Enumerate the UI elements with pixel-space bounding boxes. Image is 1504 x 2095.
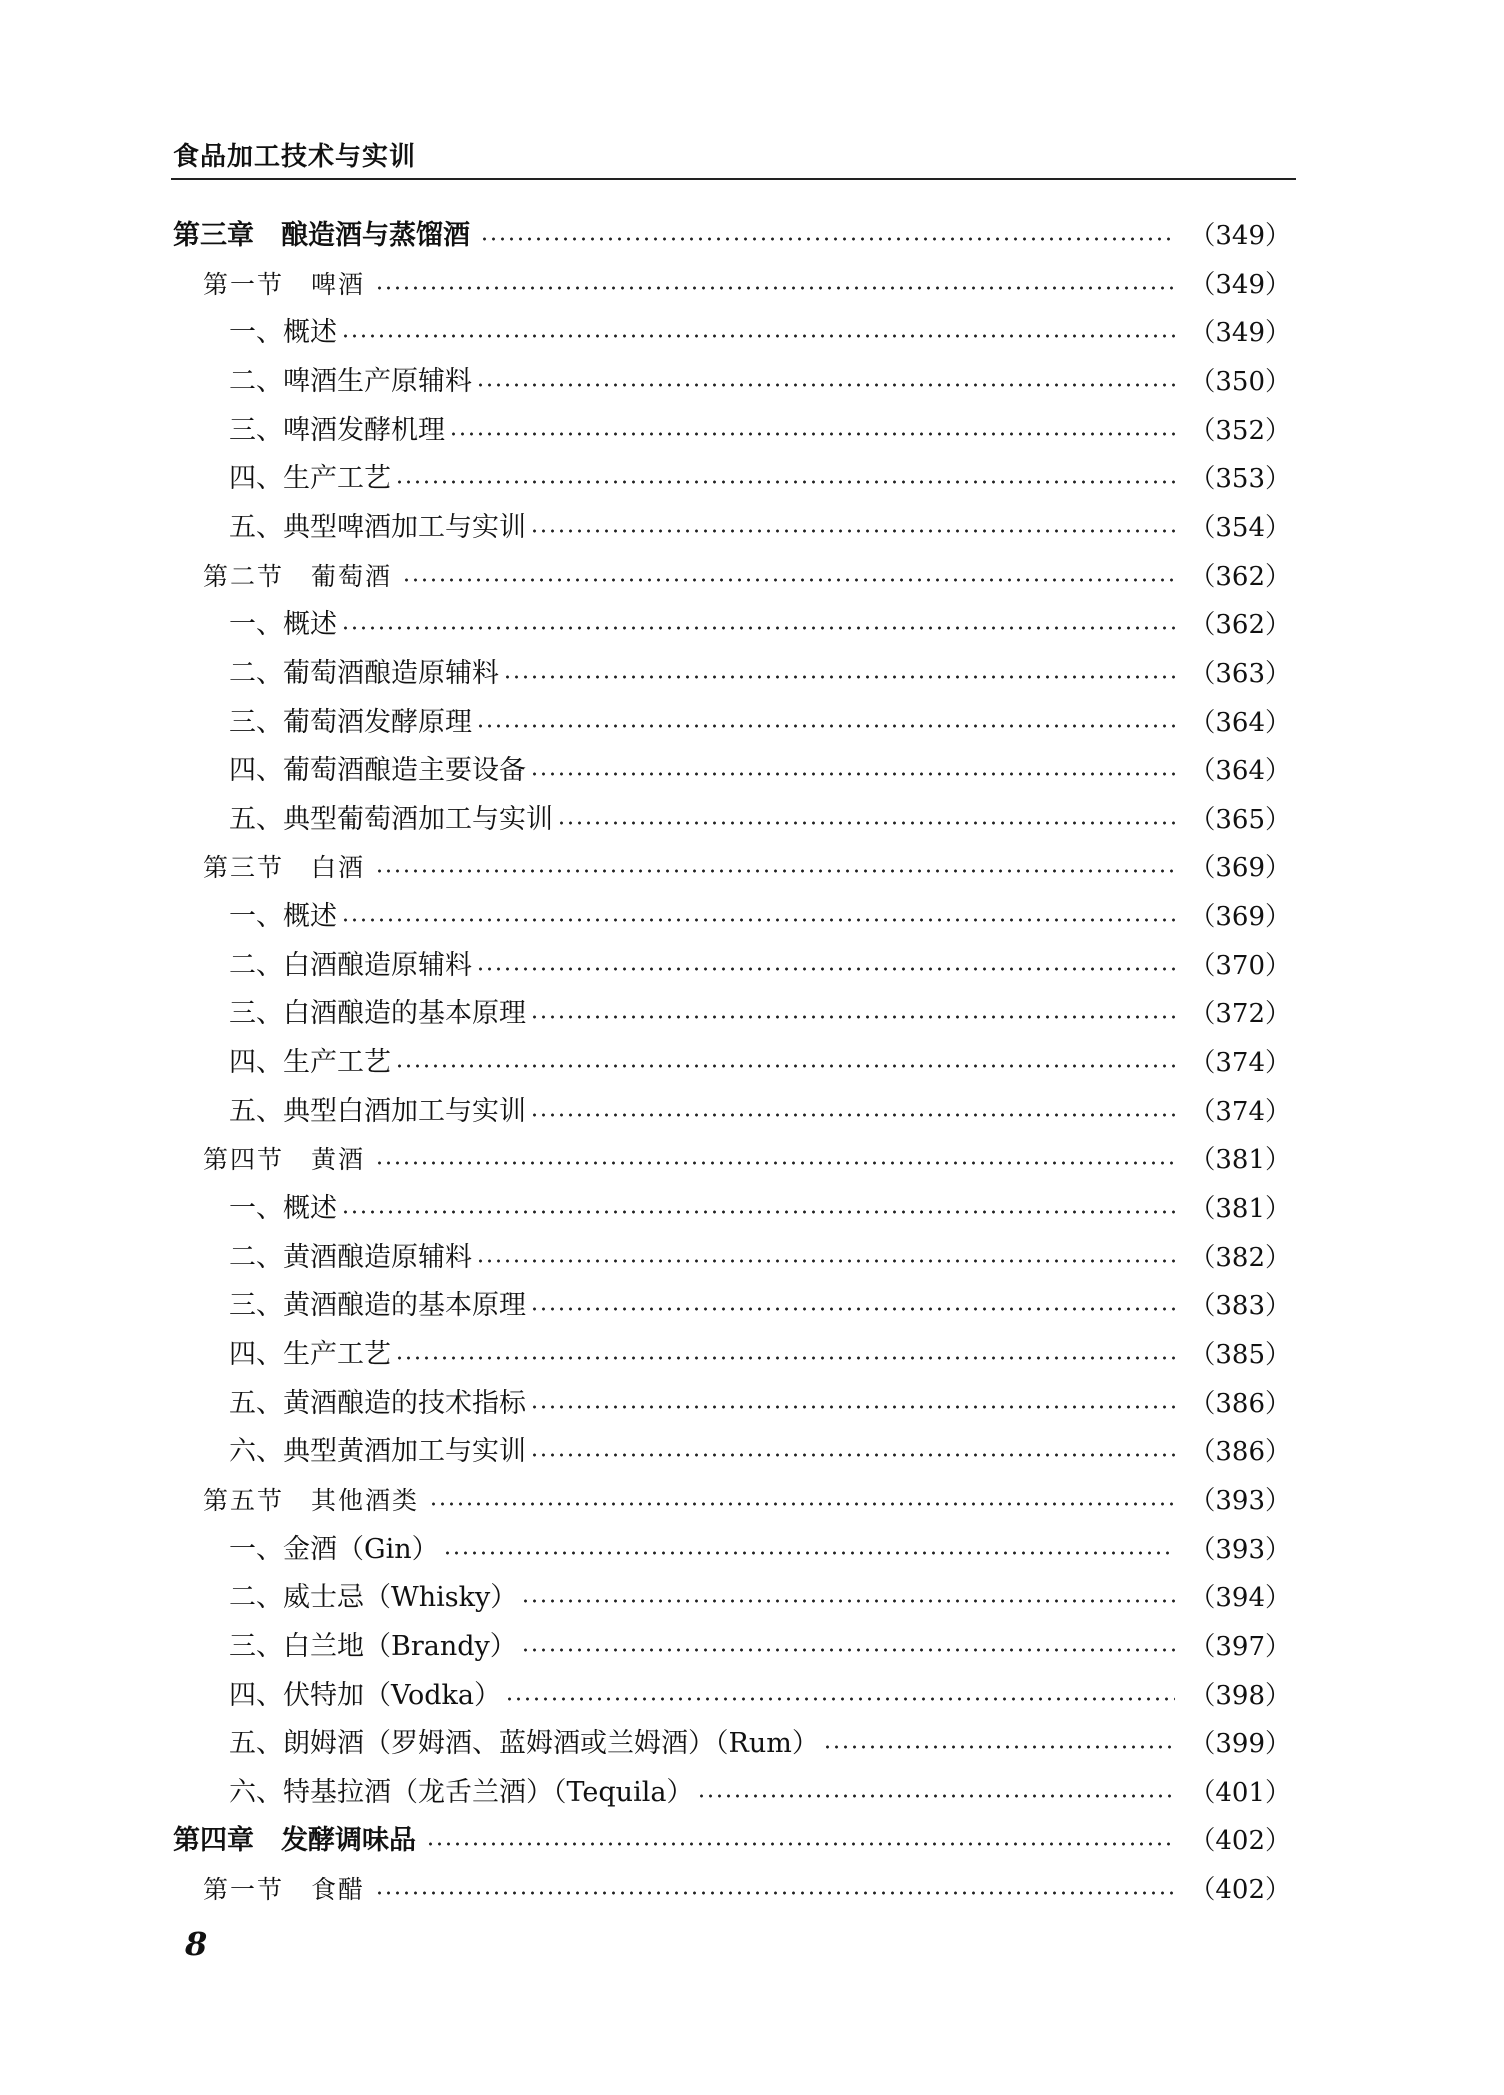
toc-item xyxy=(173,1432,1291,1472)
page-number: 8 xyxy=(185,1925,208,1963)
toc-entry-title: 第五节 其他酒类 xyxy=(203,1486,420,1515)
toc-entry-page: （386） xyxy=(1189,1437,1291,1467)
toc-section xyxy=(173,265,1291,305)
dot-leader xyxy=(557,821,1175,825)
toc-entry-page: （369） xyxy=(1189,853,1291,883)
dot-leader xyxy=(341,626,1175,630)
toc-item xyxy=(173,946,1291,986)
dot-leader xyxy=(530,529,1175,533)
toc-entry-title: 一、概述 xyxy=(229,317,337,348)
book-title: 食品加工技术与实训 xyxy=(173,142,417,172)
dot-leader xyxy=(476,724,1175,728)
toc-entry-title: 五、朗姆酒（罗姆酒、蓝姆酒或兰姆酒）（Rum） xyxy=(229,1728,819,1759)
toc-entry-page: （364） xyxy=(1189,756,1291,786)
toc-item xyxy=(173,362,1291,402)
toc-entry-title: 四、生产工艺 xyxy=(229,463,391,494)
dot-leader xyxy=(530,1307,1175,1311)
toc-entry-page: （402） xyxy=(1189,1875,1291,1905)
dot-leader xyxy=(429,1502,1175,1506)
toc-entry-page: （362） xyxy=(1189,562,1291,592)
toc-section xyxy=(173,848,1291,888)
toc-entry-page: （353） xyxy=(1189,464,1291,494)
toc-entry-page: （370） xyxy=(1189,951,1291,981)
toc-entry-title: 第一节 啤酒 xyxy=(203,270,366,299)
toc-entry-title: 一、金酒（Gin） xyxy=(229,1534,439,1565)
toc-entry-title: 三、啤酒发酵机理 xyxy=(229,415,445,446)
toc-item xyxy=(173,459,1291,499)
dot-leader xyxy=(476,967,1175,971)
toc-item xyxy=(173,994,1291,1034)
dot-leader xyxy=(449,432,1175,436)
toc-entry-title: 三、葡萄酒发酵原理 xyxy=(229,707,472,738)
toc-entry-title: 二、啤酒生产原辅料 xyxy=(229,366,472,397)
toc-section xyxy=(173,557,1291,597)
toc-entry-page: （399） xyxy=(1189,1729,1291,1759)
toc-entry-page: （383） xyxy=(1189,1291,1291,1321)
toc-entry-page: （349） xyxy=(1189,318,1291,348)
toc-item xyxy=(173,1627,1291,1667)
toc-entry-title: 四、葡萄酒酿造主要设备 xyxy=(229,755,526,786)
toc-entry-title: 三、黄酒酿造的基本原理 xyxy=(229,1290,526,1321)
toc-entry-title: 五、典型啤酒加工与实训 xyxy=(229,512,526,543)
dot-leader xyxy=(530,1015,1175,1019)
dot-leader xyxy=(530,1453,1175,1457)
toc-item xyxy=(173,751,1291,791)
toc-entry-page: （402） xyxy=(1189,1826,1291,1856)
dot-leader xyxy=(530,1113,1175,1117)
toc-item xyxy=(173,1578,1291,1618)
toc-item xyxy=(173,1773,1291,1813)
dot-leader xyxy=(697,1794,1175,1798)
toc-item xyxy=(173,1189,1291,1229)
toc-entry-title: 第三节 白酒 xyxy=(203,853,366,882)
toc-entry-page: （393） xyxy=(1189,1535,1291,1565)
toc-entry-title: 五、典型白酒加工与实训 xyxy=(229,1096,526,1127)
toc-entry-title: 五、典型葡萄酒加工与实训 xyxy=(229,804,553,835)
dot-leader xyxy=(443,1551,1176,1555)
dot-leader xyxy=(395,1064,1175,1068)
toc-chapter xyxy=(173,1821,1291,1861)
dot-leader xyxy=(375,1161,1175,1165)
toc-item xyxy=(173,1384,1291,1424)
toc-entry-page: （401） xyxy=(1189,1778,1291,1808)
dot-leader xyxy=(375,286,1175,290)
toc-entry-title: 五、黄酒酿造的技术指标 xyxy=(229,1388,526,1419)
dot-leader xyxy=(476,1259,1175,1263)
dot-leader xyxy=(530,1405,1175,1409)
toc-entry-page: （365） xyxy=(1189,805,1291,835)
toc-item xyxy=(173,508,1291,548)
dot-leader xyxy=(375,1891,1175,1895)
dot-leader xyxy=(521,1648,1176,1652)
toc-entry-title: 第四节 黄酒 xyxy=(203,1145,366,1174)
dot-leader xyxy=(402,578,1175,582)
toc-item xyxy=(173,313,1291,353)
toc-entry-title: 第四章 发酵调味品 xyxy=(173,1825,416,1856)
toc-entry-page: （364） xyxy=(1189,708,1291,738)
toc-entry-title: 六、典型黄酒加工与实训 xyxy=(229,1436,526,1467)
toc-entry-page: （352） xyxy=(1189,416,1291,446)
toc-item xyxy=(173,800,1291,840)
toc-entry-title: 四、生产工艺 xyxy=(229,1047,391,1078)
dot-leader xyxy=(395,1356,1175,1360)
toc-section xyxy=(173,1140,1291,1180)
toc-item xyxy=(173,1286,1291,1326)
toc-entry-title: 一、概述 xyxy=(229,1193,337,1224)
toc-entry-page: （349） xyxy=(1189,221,1291,251)
toc-entry-title: 六、特基拉酒（龙舌兰酒）（Tequila） xyxy=(229,1777,694,1808)
toc-entry-page: （369） xyxy=(1189,902,1291,932)
toc-entry-title: 第二节 葡萄酒 xyxy=(203,562,393,591)
toc-item xyxy=(173,1676,1291,1716)
toc-entry-title: 二、葡萄酒酿造原辅料 xyxy=(229,658,499,689)
dot-leader xyxy=(505,1697,1175,1701)
toc-item xyxy=(173,1724,1291,1764)
dot-leader xyxy=(480,237,1175,241)
toc-entry-page: （374） xyxy=(1189,1048,1291,1078)
toc-item xyxy=(173,1238,1291,1278)
dot-leader xyxy=(375,869,1175,873)
toc-item xyxy=(173,1335,1291,1375)
toc-entry-page: （398） xyxy=(1189,1681,1291,1711)
toc-item xyxy=(173,1043,1291,1083)
toc-entry-page: （372） xyxy=(1189,999,1291,1029)
toc-item xyxy=(173,654,1291,694)
toc-entry-title: 第三章 酿造酒与蒸馏酒 xyxy=(173,220,470,251)
toc-entry-page: （362） xyxy=(1189,610,1291,640)
toc-entry-page: （381） xyxy=(1189,1194,1291,1224)
toc-entry-title: 第一节 食醋 xyxy=(203,1875,366,1904)
toc-entry-page: （350） xyxy=(1189,367,1291,397)
toc-entry-title: 一、概述 xyxy=(229,609,337,640)
toc-entry-title: 二、黄酒酿造原辅料 xyxy=(229,1242,472,1273)
toc-entry-title: 四、生产工艺 xyxy=(229,1339,391,1370)
toc-entry-title: 一、概述 xyxy=(229,901,337,932)
toc-item xyxy=(173,1530,1291,1570)
toc-entry-title: 二、威士忌（Whisky） xyxy=(229,1582,518,1613)
toc-entry-page: （385） xyxy=(1189,1340,1291,1370)
dot-leader xyxy=(341,918,1175,922)
dot-leader xyxy=(476,383,1175,387)
toc-entry-page: （394） xyxy=(1189,1583,1291,1613)
toc-entry-page: （374） xyxy=(1189,1097,1291,1127)
toc-item xyxy=(173,1092,1291,1132)
toc-item xyxy=(173,897,1291,937)
dot-leader xyxy=(395,480,1175,484)
toc-section xyxy=(173,1481,1291,1521)
toc-section xyxy=(173,1870,1291,1910)
toc-item xyxy=(173,703,1291,743)
toc-entry-page: （363） xyxy=(1189,659,1291,689)
toc-chapter xyxy=(173,216,1291,256)
dot-leader xyxy=(341,1210,1175,1214)
toc-item xyxy=(173,411,1291,451)
dot-leader xyxy=(503,675,1175,679)
dot-leader xyxy=(823,1745,1176,1749)
toc-item xyxy=(173,605,1291,645)
dot-leader xyxy=(521,1599,1175,1603)
toc-entry-page: （382） xyxy=(1189,1243,1291,1273)
toc-entry-title: 三、白酒酿造的基本原理 xyxy=(229,998,526,1029)
toc-entry-page: （386） xyxy=(1189,1389,1291,1419)
toc-entry-title: 三、白兰地（Brandy） xyxy=(229,1631,517,1662)
toc-entry-page: （381） xyxy=(1189,1145,1291,1175)
toc-entry-page: （397） xyxy=(1189,1632,1291,1662)
dot-leader xyxy=(530,772,1175,776)
toc-entry-page: （393） xyxy=(1189,1486,1291,1516)
toc-entry-title: 二、白酒酿造原辅料 xyxy=(229,950,472,981)
toc-entry-title: 四、伏特加（Vodka） xyxy=(229,1680,502,1711)
dot-leader xyxy=(426,1842,1175,1846)
toc-entry-page: （354） xyxy=(1189,513,1291,543)
dot-leader xyxy=(341,334,1175,338)
toc-entry-page: （349） xyxy=(1189,270,1291,300)
